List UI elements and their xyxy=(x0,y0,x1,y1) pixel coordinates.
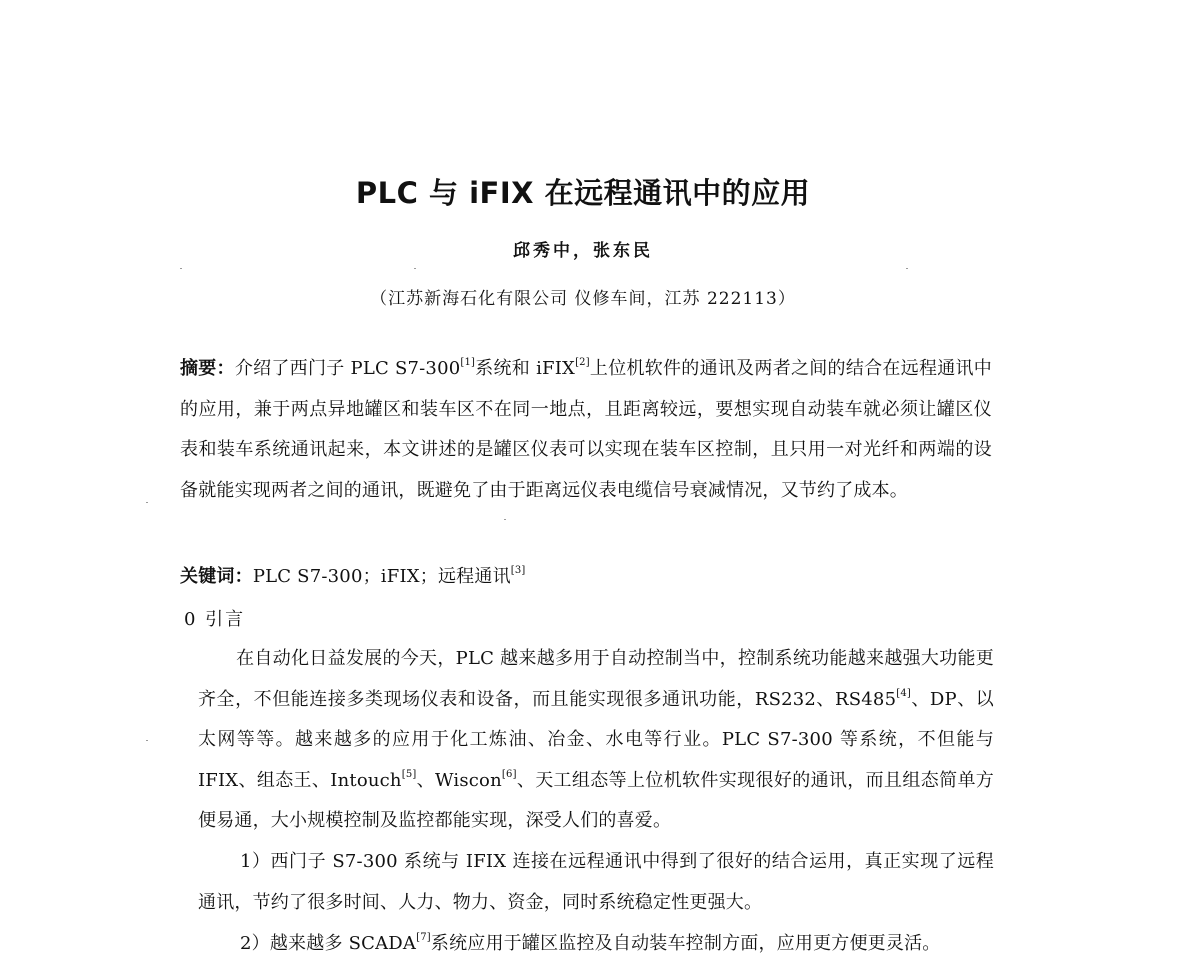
citation-ref: [3] xyxy=(510,565,526,576)
paper-title: PLC 与 iFIX 在远程通讯中的应用 xyxy=(355,176,811,210)
abstract-text: 介绍了西门子 PLC S7-300 xyxy=(234,358,461,379)
keywords-text: PLC S7-300；iFIX；远程通讯 xyxy=(252,566,511,587)
intro-text: 、天工组态等上位机软件实现很好的通讯，而且组态简单方便易通，大小规模控制及监控都能实现，深受人们的喜爱。 xyxy=(198,769,995,832)
citation-ref: [4] xyxy=(896,687,911,699)
intro-paragraph xyxy=(198,639,994,842)
intro-text: 、Wiscon xyxy=(416,769,502,791)
citation-ref: [1] xyxy=(460,357,476,368)
section-heading: 0 引言 xyxy=(184,609,246,630)
citation-ref: [5] xyxy=(401,768,417,780)
list-item-text: 系统应用于罐区监控及自动装车控制方面，应用更方便更灵活。 xyxy=(430,933,941,954)
keywords-line xyxy=(180,557,992,597)
scan-speck xyxy=(504,519,506,520)
scan-speck xyxy=(414,268,416,269)
keywords-label: 关键词： xyxy=(180,566,253,587)
list-item-2 xyxy=(198,924,994,965)
list-item-text: 1）西门子 S7-300 系统与 IFIX 连接在远程通讯中得到了很好的结合运用，真正实现了远程通讯，节约了很多时间、人力、物力、资金，同时系统稳定性更强大。 xyxy=(198,851,994,913)
scan-speck xyxy=(906,268,908,269)
citation-ref: [6] xyxy=(501,768,517,780)
citation-ref: [2] xyxy=(575,357,590,368)
abstract-text: 上位机软件的通讯及两者之间的结合在远程通讯中的应用，兼于两点异地罐区和装车区不在同一地点，且距离较远，要想实现自动装车就必须让罐区仪表和装车系统通讯起来，本文讲述的是罐区仪表可以实现在装车区控制，且只用一对光纤和两端的设备就能实现两者之间的通讯，既避免了由于距离远仪表电缆信号衰减情况，又节约了成本。 xyxy=(180,358,992,501)
paper-authors: 邱秀中，张东民 xyxy=(513,241,653,261)
abstract-label: 摘要： xyxy=(180,358,235,379)
abstract-text: 系统和 iFIX xyxy=(475,358,576,379)
list-item-1 xyxy=(198,842,994,923)
intro-text: 在自动化日益发展的今天，PLC 越来越多用于自动控制当中，控制系统功能越来越强大功能更齐全，不但能连接多类现场仪表和设备，而且能实现很多通讯功能，RS232、RS485 xyxy=(198,648,994,710)
intro-text: 、DP、以太网等等。越来越多的应用于化工炼油、冶金、水电等行业。PLC S7-300 等系统，不但能与 IFIX、组态王、Intouch xyxy=(198,688,994,791)
scan-speck xyxy=(180,268,182,269)
list-item-text: 2）越来越多 SCADA xyxy=(240,933,417,954)
scan-speck xyxy=(146,740,148,741)
abstract-paragraph xyxy=(180,349,992,511)
scan-speck xyxy=(146,502,148,503)
paper-affiliation: （江苏新海石化有限公司 仪修车间，江苏 222113） xyxy=(370,289,796,309)
citation-ref: [7] xyxy=(416,932,431,943)
